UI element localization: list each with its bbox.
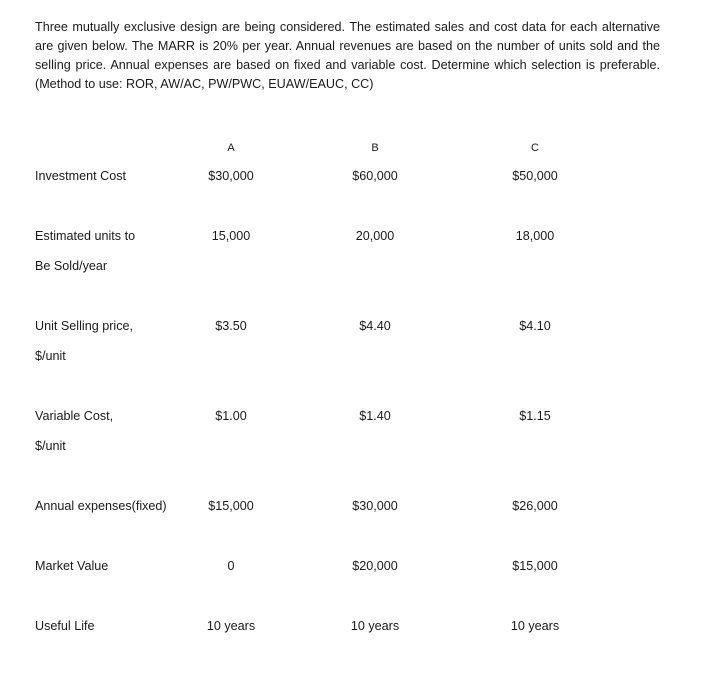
value-units-c: 18,000 xyxy=(515,229,555,243)
problem-statement: Three mutually exclusive design are being considered. The estimated sales and cost data for each alternative are given below. The MARR is 20% per year. Annual revenues are based on the number of units sold and the selling price. Annual expenses are based on fixed and variable cost. Determine which selection is preferable. (Method to use: ROR, AW/AC, PW/PWC, EUAW/EAUC, CC) xyxy=(35,20,660,91)
row-label-investment-cost: Investment Cost xyxy=(35,169,126,183)
value-price-c: $4.10 xyxy=(519,319,551,333)
value-variable-a: $1.00 xyxy=(215,409,247,423)
row-label-useful-life: Useful Life xyxy=(35,619,95,633)
value-fixed-b: $30,000 xyxy=(352,499,398,513)
row-label-fixed-expenses: Annual expenses(fixed) xyxy=(35,499,167,513)
value-variable-b: $1.40 xyxy=(359,409,391,423)
value-investment-a: $30,000 xyxy=(208,169,254,183)
value-life-c: 10 years xyxy=(510,619,560,633)
row-label-price-line2: $/unit xyxy=(35,349,66,363)
column-header-a: A xyxy=(227,142,235,154)
value-life-b: 10 years xyxy=(350,619,400,633)
value-price-a: $3.50 xyxy=(215,319,247,333)
value-fixed-a: $15,000 xyxy=(208,499,254,513)
row-label-price-line1: Unit Selling price, xyxy=(35,319,133,333)
value-units-a: 15,000 xyxy=(211,229,251,243)
column-header-b: B xyxy=(371,142,379,154)
row-label-units-line2: Be Sold/year xyxy=(35,259,108,273)
value-market-a: 0 xyxy=(227,559,235,573)
column-header-c: C xyxy=(531,142,539,154)
value-variable-c: $1.15 xyxy=(519,409,551,423)
value-price-b: $4.40 xyxy=(359,319,391,333)
value-life-a: 10 years xyxy=(206,619,256,633)
value-fixed-c: $26,000 xyxy=(512,499,558,513)
row-label-variable-line1: Variable Cost, xyxy=(35,409,114,423)
value-investment-c: $50,000 xyxy=(512,169,558,183)
row-label-units-line1: Estimated units to xyxy=(35,229,136,243)
value-units-b: 20,000 xyxy=(355,229,395,243)
value-investment-b: $60,000 xyxy=(352,169,398,183)
value-market-c: $15,000 xyxy=(512,559,558,573)
value-market-b: $20,000 xyxy=(352,559,398,573)
row-label-variable-line2: $/unit xyxy=(35,439,66,453)
row-label-market-value: Market Value xyxy=(35,559,109,573)
